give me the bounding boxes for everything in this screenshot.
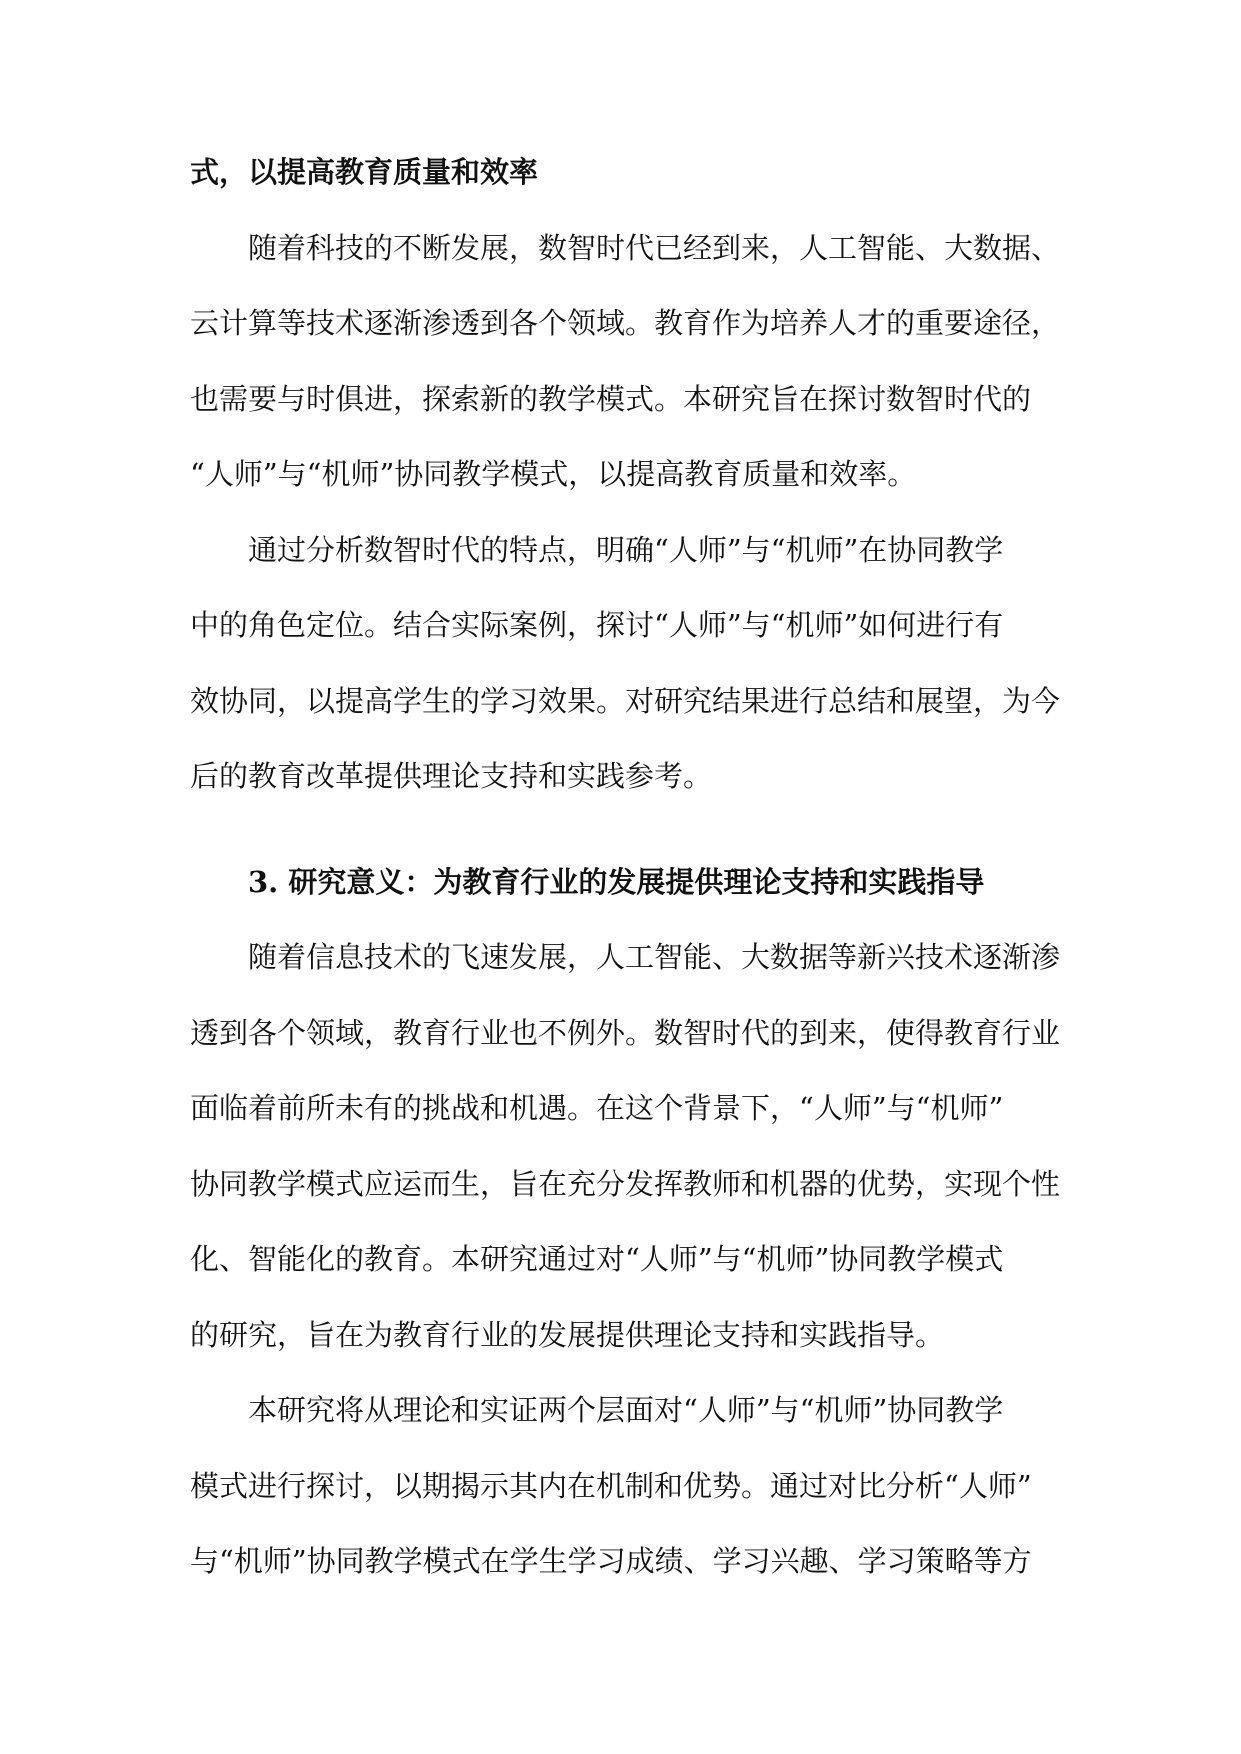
paragraph-significance bbox=[190, 920, 1070, 1373]
paragraph-line: 化、智能化的教育。本研究通过对“人师”与“机师”协同教学模式 bbox=[190, 1242, 1004, 1276]
paragraph-line: 效协同，以提高学生的学习效果。对研究结果进行总结和展望，为今 bbox=[190, 683, 1061, 718]
paragraph-line: “人师”与“机师”协同教学模式，以提高教育质量和效率。 bbox=[190, 457, 917, 491]
paragraph-line: 随着科技的不断发展，数智时代已经到来，人工智能、大数据、 bbox=[248, 230, 1061, 265]
paragraph-line: 模式进行探讨，以期揭示其内在机制和优势。通过对比分析“人师” bbox=[190, 1468, 1032, 1503]
paragraph-line: 的研究，旨在为教育行业的发展提供理论支持和实践指导。 bbox=[190, 1317, 945, 1352]
section-heading: 3. 研究意义：为教育行业的发展提供理论支持和实践指导 bbox=[248, 864, 985, 899]
document-body bbox=[190, 135, 1070, 1600]
paragraph-line: 云计算等技术逐渐渗透到各个领域。教育作为培养人才的重要途径， bbox=[190, 306, 1061, 340]
paragraph-methods bbox=[190, 1373, 1070, 1600]
paragraph-line: 本研究将从理论和实证两个层面对“人师”与“机师”协同教学 bbox=[248, 1393, 1004, 1427]
paragraph-line: 也需要与时俱进，探索新的教学模式。本研究旨在探讨数智时代的 bbox=[190, 381, 1032, 416]
paragraph-line: 通过分析数智时代的特点，明确“人师”与“机师”在协同教学 bbox=[248, 532, 1004, 567]
paragraph-line: 随着信息技术的飞速发展，人工智能、大数据等新兴技术逐渐渗 bbox=[248, 940, 1061, 974]
paragraph-line: 面临着前所未有的挑战和机遇。在这个背景下，“人师”与“机师” bbox=[190, 1091, 1004, 1125]
paragraph-line: 中的角色定位。结合实际案例，探讨“人师”与“机师”如何进行有 bbox=[190, 608, 1004, 642]
paragraph-line: 后的教育改革提供理论支持和实践参考。 bbox=[190, 759, 713, 793]
paragraph-line: 协同教学模式应运而生，旨在充分发挥教师和机器的优势，实现个性 bbox=[190, 1166, 1061, 1201]
paragraph-line: 透到各个领域，教育行业也不例外。数智时代的到来，使得教育行业 bbox=[190, 1015, 1061, 1050]
heading-continuation: 式，以提高教育质量和效率 bbox=[190, 155, 539, 189]
paragraph-approach bbox=[190, 513, 1070, 815]
paragraph-context bbox=[190, 211, 1070, 513]
paragraph-line: 与“机师”协同教学模式在学生学习成绩、学习兴趣、学习策略等方 bbox=[190, 1544, 1032, 1578]
